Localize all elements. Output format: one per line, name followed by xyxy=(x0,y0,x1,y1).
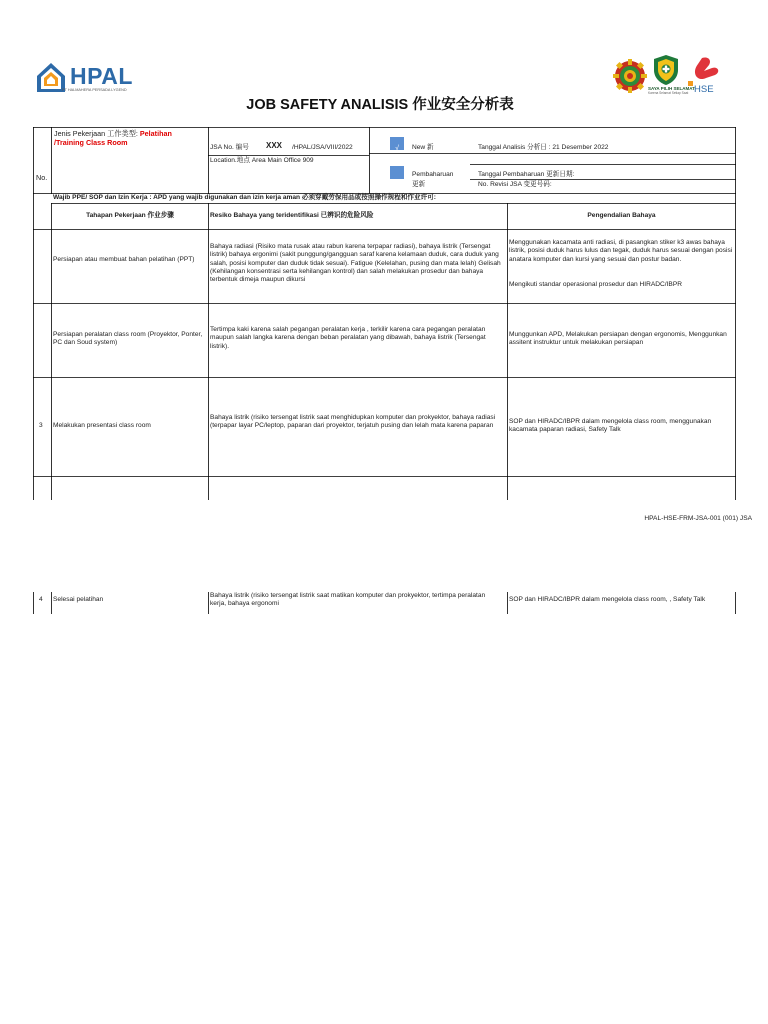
new-label: New 新 xyxy=(412,144,434,151)
safety-slogan: SAYA PILIH SELAMAT xyxy=(648,86,695,91)
document-title: JOB SAFETY ANALISIS 作业安全分析表 xyxy=(246,97,514,113)
tanggal-pembaharuan: Tanggal Pembaharuan 更新日期: xyxy=(478,171,575,178)
jenis-pekerjaan-value: Pelatihan xyxy=(139,129,172,138)
row3-no: 3 xyxy=(39,422,43,429)
row1-tahapan: Persiapan atau membuat bahan pelatihan (PPT) xyxy=(53,256,195,263)
no-label: No. xyxy=(36,173,48,182)
row4-resiko: Bahaya listrik (risiko tersengat listrik saat matikan komputer dan prokyektor, tertimpa peralatan kerja, bahaya ergonomi xyxy=(210,592,486,608)
col-header-pengendalian: Pengendalian Bahaya xyxy=(587,212,656,219)
safety-slogan-sub: Karena Selamat Setiap Saat xyxy=(648,91,689,95)
ppe-requirement: Wajib PPE/ SOP dan Izin Kerja : APD yang wajib digunakan dan izin kerja aman 必须穿戴劳保用品或按照操作规程和作业许可: xyxy=(53,194,436,201)
row1-pengendalian: Menggunakan kacamata anti radiasi, di pasangkan stiker k3 awas bahaya listrik, posisi duduk harus lulus dan tegak, duduk harus sesuai dengan posisi anatara komputer dan kursi yang sesuai dan postur badan. xyxy=(509,239,733,263)
location-field: Location.地点 Area Main Office 909 xyxy=(210,157,314,164)
row1-pengendalian-2: Mengikuti standar operasional prosedur dan HIRADC/IBPR xyxy=(509,281,682,288)
jenis-pekerjaan-label xyxy=(54,129,206,138)
jenis-pekerjaan-value-2: /Training Class Room xyxy=(54,138,128,147)
row3-tahapan: Melakukan presentasi class room xyxy=(53,422,151,429)
hse-text: HSE xyxy=(694,84,714,95)
row2-tahapan: Persiapan peralatan class room (Proyektor, Ponter, PC dan Soud system) xyxy=(53,331,203,347)
row2-pengendalian: Munggunkan APD, Melakukan persiapan dengan ergonomis, Menggunkan assitent instruktur untuk melakukan persiapan xyxy=(509,331,727,347)
check-mark-icon: √ xyxy=(395,145,399,152)
pembaharuan-checkbox[interactable] xyxy=(390,166,404,179)
pembaharuan-label: Pembaharuan xyxy=(412,171,454,178)
jsa-no-value: XXX xyxy=(266,141,283,150)
row3-resiko: Bahaya listrik (risiko tersengat listrik saat menghidupkan komputer dan prokyektor, bahaya radiasi (terpapar layar PC/leptop, paparan dari proyektor, terjatuh pusing dan lelah mata karena paparan xyxy=(210,414,496,430)
row3-pengendalian: SOP dan HIRADC/IBPR dalam mengelola class room, menggunakan kacamata paparan radiasi, Safety Talk xyxy=(509,418,712,434)
jenis-pekerjaan-caption: Jenis Pekerjaan 工作类型: xyxy=(54,129,138,138)
row4-no: 4 xyxy=(39,596,43,603)
jsa-no-label: JSA No. 编号 xyxy=(210,144,249,151)
new-checkbox[interactable] xyxy=(390,137,404,150)
row1-resiko: Bahaya radiasi (Risiko mata rusak atau rabun karena terpapar radiasi), bahaya listrik (Tersengat listrik) bahaya ergonimi (sakit punggung/gangguan saraf karena kelamaan duduk, cara duduk yang salah, posisi komputer dan duduk tidak sesuai). Fatigue (Kelelahan, pusing dan mata lelah) Gelisah (Kehilangan konsentrasi serta kehilangan kontrol) dan salah melakukan prosedur dan bahaya terbentuk dimeja maupun dikursi xyxy=(210,243,501,284)
hpal-subtitle: PT HALMAHERA PERSADA LYGEND xyxy=(62,88,127,92)
row4-tahapan: Selesai pelatihan xyxy=(53,596,104,603)
doc-code: HPAL-HSE-FRM-JSA-001 (001) JSA xyxy=(644,515,752,522)
col-header-resiko: Resiko Bahaya yang teridentifikasi 已辨识的危险风险 xyxy=(210,212,374,219)
row4-pengendalian: SOP dan HIRADC/IBPR dalam mengelola class room, , Safety Talk xyxy=(509,596,706,603)
hpal-logo-text: HPAL xyxy=(70,63,133,89)
tanggal-analisis: Tanggal Analisis 分析日 : 21 Desember 2022 xyxy=(478,144,609,151)
col-header-tahapan: Tahapan Pekerjaan 作业步骤 xyxy=(86,212,174,219)
row2-resiko: Tertimpa kaki karena salah pegangan peralatan kerja , terkilir karena cara pegangan peralatan maupun salah langka karena dengan beban peralatan yang dibawah, bahaya listrik (Tersengat listrik). xyxy=(210,326,486,350)
pembaharuan-label-cn: 更新 xyxy=(412,181,426,188)
no-revisi: No. Revisi JSA 变更号码: xyxy=(478,181,552,188)
jsa-no-suffix: /HPAL/JSA/VIII/2022 xyxy=(292,144,353,151)
